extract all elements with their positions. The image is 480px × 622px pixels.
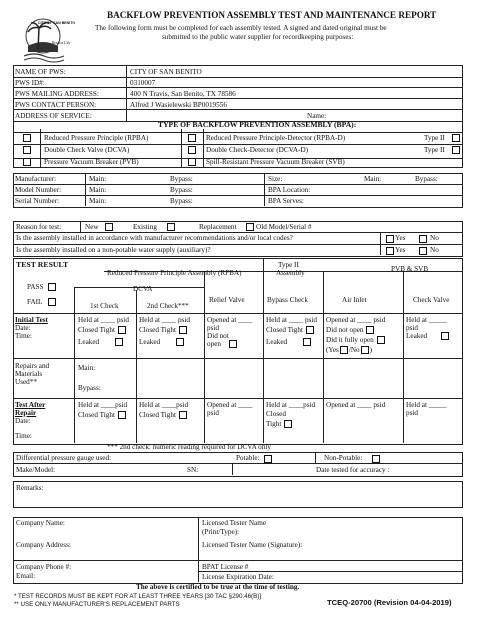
- footer-note2: ** USE ONLY MANUFACTURER'S REPLACEMENT PARTS: [14, 601, 180, 608]
- c2-closed-tight-checkbox[interactable]: [179, 326, 187, 334]
- air-opened-at: Opened at ____ psid: [326, 316, 386, 324]
- after-c1-held-at: Held at ____psid: [78, 401, 128, 409]
- rpbad-label: Reduced Pressure Principle-Detector (RPBA-D): [206, 134, 346, 142]
- form-revision: TCEQ-20700 (Revision 04-04-2019): [327, 598, 452, 607]
- air-fully-open-checkbox[interactable]: [377, 336, 385, 344]
- fail-label: FAIL: [27, 298, 43, 306]
- air-fully-open: Did it fully open: [326, 336, 386, 344]
- test-result-header: TEST RESULT: [16, 260, 69, 269]
- footer-note1: * TEST RECORDS MUST BE KEPT FOR AT LEAST THREE YEARS [30 TAC §290.46(B)]: [14, 593, 262, 600]
- date-tested-label: Date tested for accuracy :: [316, 466, 390, 474]
- model-bypass-label: Bypass:: [170, 186, 193, 194]
- rpba-label: Reduced Pressure Principle (RPBA): [44, 134, 149, 142]
- initial-test-label: Initial Test: [15, 316, 48, 324]
- repair-label: Repair: [15, 409, 37, 417]
- reason-existing-label: Existing: [133, 223, 157, 231]
- city-logo: [18, 16, 76, 64]
- after-c1-closed-tight-checkbox[interactable]: [118, 411, 126, 419]
- question-nonpotable: Is the assembly installed on a non-potable water supply (auxiliary)?: [16, 246, 211, 254]
- tester-name-label: Licensed Tester Name: [202, 519, 267, 527]
- pvb-checkbox[interactable]: [23, 158, 31, 166]
- remarks-label: Remarks:: [16, 484, 44, 492]
- repairs-label: Repairs and: [15, 362, 50, 370]
- after-bypass-held-at: Held at ____psid: [266, 401, 316, 409]
- pvb-svb-header: PVB & SVB: [391, 265, 429, 273]
- relief-opened-at: Opened at ____: [207, 316, 253, 324]
- sn-label: SN:: [187, 466, 199, 474]
- dcvad-checkbox[interactable]: [188, 146, 196, 154]
- logo-text: CITY OF SAN BENITO: [38, 21, 76, 25]
- old-model-label: Old Model/Serial #: [256, 223, 312, 231]
- form-title: BACKFLOW PREVENTION ASSEMBLY TEST AND MAINTENANCE REPORT: [107, 10, 437, 20]
- size-main-label: Main:: [364, 175, 382, 183]
- after-bypass-tight: Tight: [266, 420, 293, 428]
- bpat-license-label: BPAT License #: [202, 563, 249, 571]
- c2-leaked-checkbox[interactable]: [176, 338, 184, 346]
- after-relief-opened-at: Opened at ____: [207, 401, 253, 409]
- q1-yes-checkbox[interactable]: [386, 235, 394, 243]
- size-bypass-label: Bypass:: [415, 175, 438, 183]
- q1-yes-label: Yes: [395, 234, 406, 242]
- pvb-label: Pressure Vacuum Breaker (PVB): [44, 158, 139, 166]
- after-cv-psid: psid: [406, 409, 418, 417]
- rpbad-checkbox[interactable]: [188, 134, 196, 142]
- company-name-label: Company Name:: [16, 519, 65, 527]
- fail-checkbox[interactable]: [48, 298, 56, 306]
- initial-date-label: Date:: [15, 324, 31, 332]
- cv-leaked: Leaked: [406, 332, 450, 340]
- air-inlet-header: Air Inlet: [342, 296, 367, 304]
- repairs-bypass-label: Bypass:: [78, 384, 101, 392]
- mfr-bypass-label: Bypass:: [170, 175, 193, 183]
- pws-name-value: CITY OF SAN BENITO: [130, 68, 202, 76]
- subtitle-line2: submitted to the public water supplier for recordkeeping purposes:: [162, 33, 354, 41]
- q2-yes-checkbox[interactable]: [386, 247, 394, 255]
- dcva-header: DCVA: [133, 285, 153, 293]
- serial-main-label: Main:: [89, 197, 107, 205]
- make-model-label: Make/Model:: [16, 466, 56, 474]
- rpbad-type2-checkbox[interactable]: [452, 134, 460, 142]
- cv-held-at: Held at _____: [406, 316, 447, 324]
- gauge-label: Differential pressure gauge used:: [16, 454, 112, 462]
- after-c2-closed-tight: Closed Tight: [139, 411, 188, 419]
- after-c2-closed-tight-checkbox[interactable]: [179, 411, 187, 419]
- after-cv-held-at: Held at _____: [406, 401, 447, 409]
- check-valve-header: Check Valve: [413, 296, 450, 304]
- materials-label: Materials: [15, 370, 43, 378]
- q2-yes-label: Yes: [395, 246, 406, 254]
- relief-did-not: Did not: [207, 332, 229, 340]
- air-did-not-open-checkbox[interactable]: [366, 326, 374, 334]
- dcvad-type2-checkbox[interactable]: [452, 146, 460, 154]
- potable-label: Potable:: [236, 454, 260, 462]
- nonpotable-checkbox[interactable]: [372, 455, 380, 463]
- air-no-checkbox[interactable]: [361, 346, 369, 354]
- q1-no-label: No: [430, 234, 439, 242]
- pws-name-label: NAME OF PWS:: [15, 68, 66, 76]
- bypass-leaked-checkbox[interactable]: [303, 338, 311, 346]
- rpbad-type2-label: Type II: [424, 134, 445, 142]
- c2-leaked: Leaked: [139, 338, 185, 346]
- pws-id-value: 0310007: [130, 79, 156, 87]
- test-after-label: Test After: [15, 401, 46, 409]
- relief-valve-header: Relief Valve: [209, 296, 245, 304]
- pws-mail-value: 400 N Travis, San Benito, TX 78586: [130, 90, 236, 98]
- bpa-type-title: TYPE OF BACKFLOW PREVENTION ASSEMBLY (BPA):: [158, 120, 357, 129]
- bypass-check-header: Bypass Check: [267, 296, 308, 304]
- relief-open: open: [207, 340, 238, 348]
- rpba-checkbox[interactable]: [23, 134, 31, 142]
- initial-time-label: Time:: [15, 332, 32, 340]
- serial-label: Serial Number:: [15, 197, 60, 205]
- after-bypass-tight-checkbox[interactable]: [284, 420, 292, 428]
- air-did-not-open: Did not open: [326, 326, 375, 334]
- repairs-main-label: Main:: [78, 364, 96, 372]
- subtitle-line1: The following form must be completed for each assembly tested. A signed and dated original must be: [95, 24, 387, 32]
- serial-bypass-label: Bypass:: [170, 197, 193, 205]
- c1-closed-tight: Closed Tight: [78, 326, 127, 334]
- service-name-label: Name:: [307, 112, 327, 120]
- q1-no-checkbox[interactable]: [419, 235, 427, 243]
- q2-no-label: No: [430, 246, 439, 254]
- tester-print-label: (Print/Type):: [202, 528, 240, 536]
- service-address-label: ADDRESS OF SERVICE:: [15, 112, 92, 120]
- bypass-held-at: Held at ____ psid: [266, 316, 317, 324]
- pws-mail-label: PWS MAILING ADDRESS:: [15, 90, 99, 98]
- q2-no-checkbox[interactable]: [419, 247, 427, 255]
- logo-sub: Resaca City: [52, 41, 71, 45]
- potable-checkbox[interactable]: [264, 455, 272, 463]
- pass-checkbox[interactable]: [48, 283, 56, 291]
- relief-did-not-open-checkbox[interactable]: [229, 340, 237, 348]
- svb-label: Spill-Resistant Pressure Vacuum Breaker (SVB): [206, 158, 345, 166]
- reason-replacement-label: Replacement: [199, 223, 237, 231]
- cv-psid: psid: [406, 324, 418, 332]
- after-relief-psid: psid: [207, 409, 219, 417]
- after-air-opened-at: Opened at ____ psid: [326, 401, 386, 409]
- dcva-checkbox[interactable]: [23, 146, 31, 154]
- certified-statement: The above is certified to be true at the time of testing.: [136, 583, 300, 591]
- pws-contact-value: Alfred J Wasielewski BP0019556: [130, 101, 227, 109]
- c1-leaked-checkbox[interactable]: [115, 338, 123, 346]
- after-c2-held-at: Held at ____psid: [139, 401, 189, 409]
- c2-closed-tight: Closed Tight: [139, 326, 188, 334]
- relief-psid: psid: [207, 324, 219, 332]
- reason-replacement-checkbox[interactable]: [246, 223, 254, 231]
- dcvad-label: Double Check-Detector (DCVA-D): [206, 146, 309, 154]
- after-bypass-closed: Closed: [266, 410, 286, 418]
- license-expiration-label: License Expiration Date:: [202, 573, 274, 581]
- reason-new-label: New: [85, 223, 99, 231]
- nonpotable-label: Non-Potable:: [324, 454, 363, 462]
- c1-held-at: Held at ____ psid: [78, 316, 129, 324]
- email-label: Email:: [16, 572, 36, 580]
- rpba-assembly-header: Reduced Pressure Principle Assembly (RPBA): [107, 269, 242, 277]
- company-address-label: Company Address:: [16, 541, 71, 549]
- after-time-label: Time:: [15, 432, 32, 440]
- svb-checkbox[interactable]: [188, 158, 196, 166]
- reason-label: Reason for test:: [16, 223, 62, 231]
- mfr-main-label: Main:: [89, 175, 107, 183]
- bpa-location-label: BPA Location:: [268, 186, 311, 194]
- pass-label: PASS: [27, 283, 44, 291]
- used-label: Used**: [15, 378, 37, 386]
- manufacturer-label: Manufacturer:: [15, 175, 57, 183]
- c2-held-at: Held at ____ psid: [139, 316, 190, 324]
- tester-signature-label: Licensed Tester Name (Signature):: [202, 541, 303, 549]
- bypass-closed-tight: Closed Tight: [266, 326, 315, 334]
- model-label: Model Number:: [15, 186, 62, 194]
- bpa-serves-label: BPA Serves:: [268, 197, 304, 205]
- after-c1-closed-tight: Closed Tight: [78, 411, 127, 419]
- model-main-label: Main:: [89, 186, 107, 194]
- after-date-label: Date:: [15, 417, 31, 425]
- reason-existing-checkbox[interactable]: [167, 223, 175, 231]
- air-yes-checkbox[interactable]: [340, 346, 348, 354]
- c1-leaked: Leaked: [78, 338, 124, 346]
- bypass-closed-tight-checkbox[interactable]: [306, 326, 314, 334]
- check1-header: 1st Check: [90, 302, 119, 310]
- pws-contact-label: PWS CONTACT PERSON:: [15, 101, 97, 109]
- company-phone-label: Company Phone #:: [16, 563, 72, 571]
- air-yes-no: (Yes /No ): [326, 346, 373, 354]
- size-label: Size:: [268, 175, 283, 183]
- dcva-label: Double Check Valve (DCVA): [44, 146, 130, 154]
- c1-closed-tight-checkbox[interactable]: [118, 326, 126, 334]
- type2-header: Type II: [278, 261, 299, 269]
- check2-header: 2nd Check***: [147, 302, 189, 310]
- bypass-leaked: Leaked: [266, 338, 312, 346]
- dcva-note: *** 2nd check: numeric reading required for DCVA only: [107, 443, 271, 451]
- reason-new-checkbox[interactable]: [105, 223, 113, 231]
- question-codes: Is the assembly installed in accordance with manufacturer recommendations and/or local codes?: [16, 234, 293, 242]
- dcvad-type2-label: Type II: [424, 146, 445, 154]
- assembly-header: Assembly: [276, 269, 305, 277]
- cv-leaked-checkbox[interactable]: [441, 332, 449, 340]
- pws-id-label: PWS ID#:: [15, 79, 45, 87]
